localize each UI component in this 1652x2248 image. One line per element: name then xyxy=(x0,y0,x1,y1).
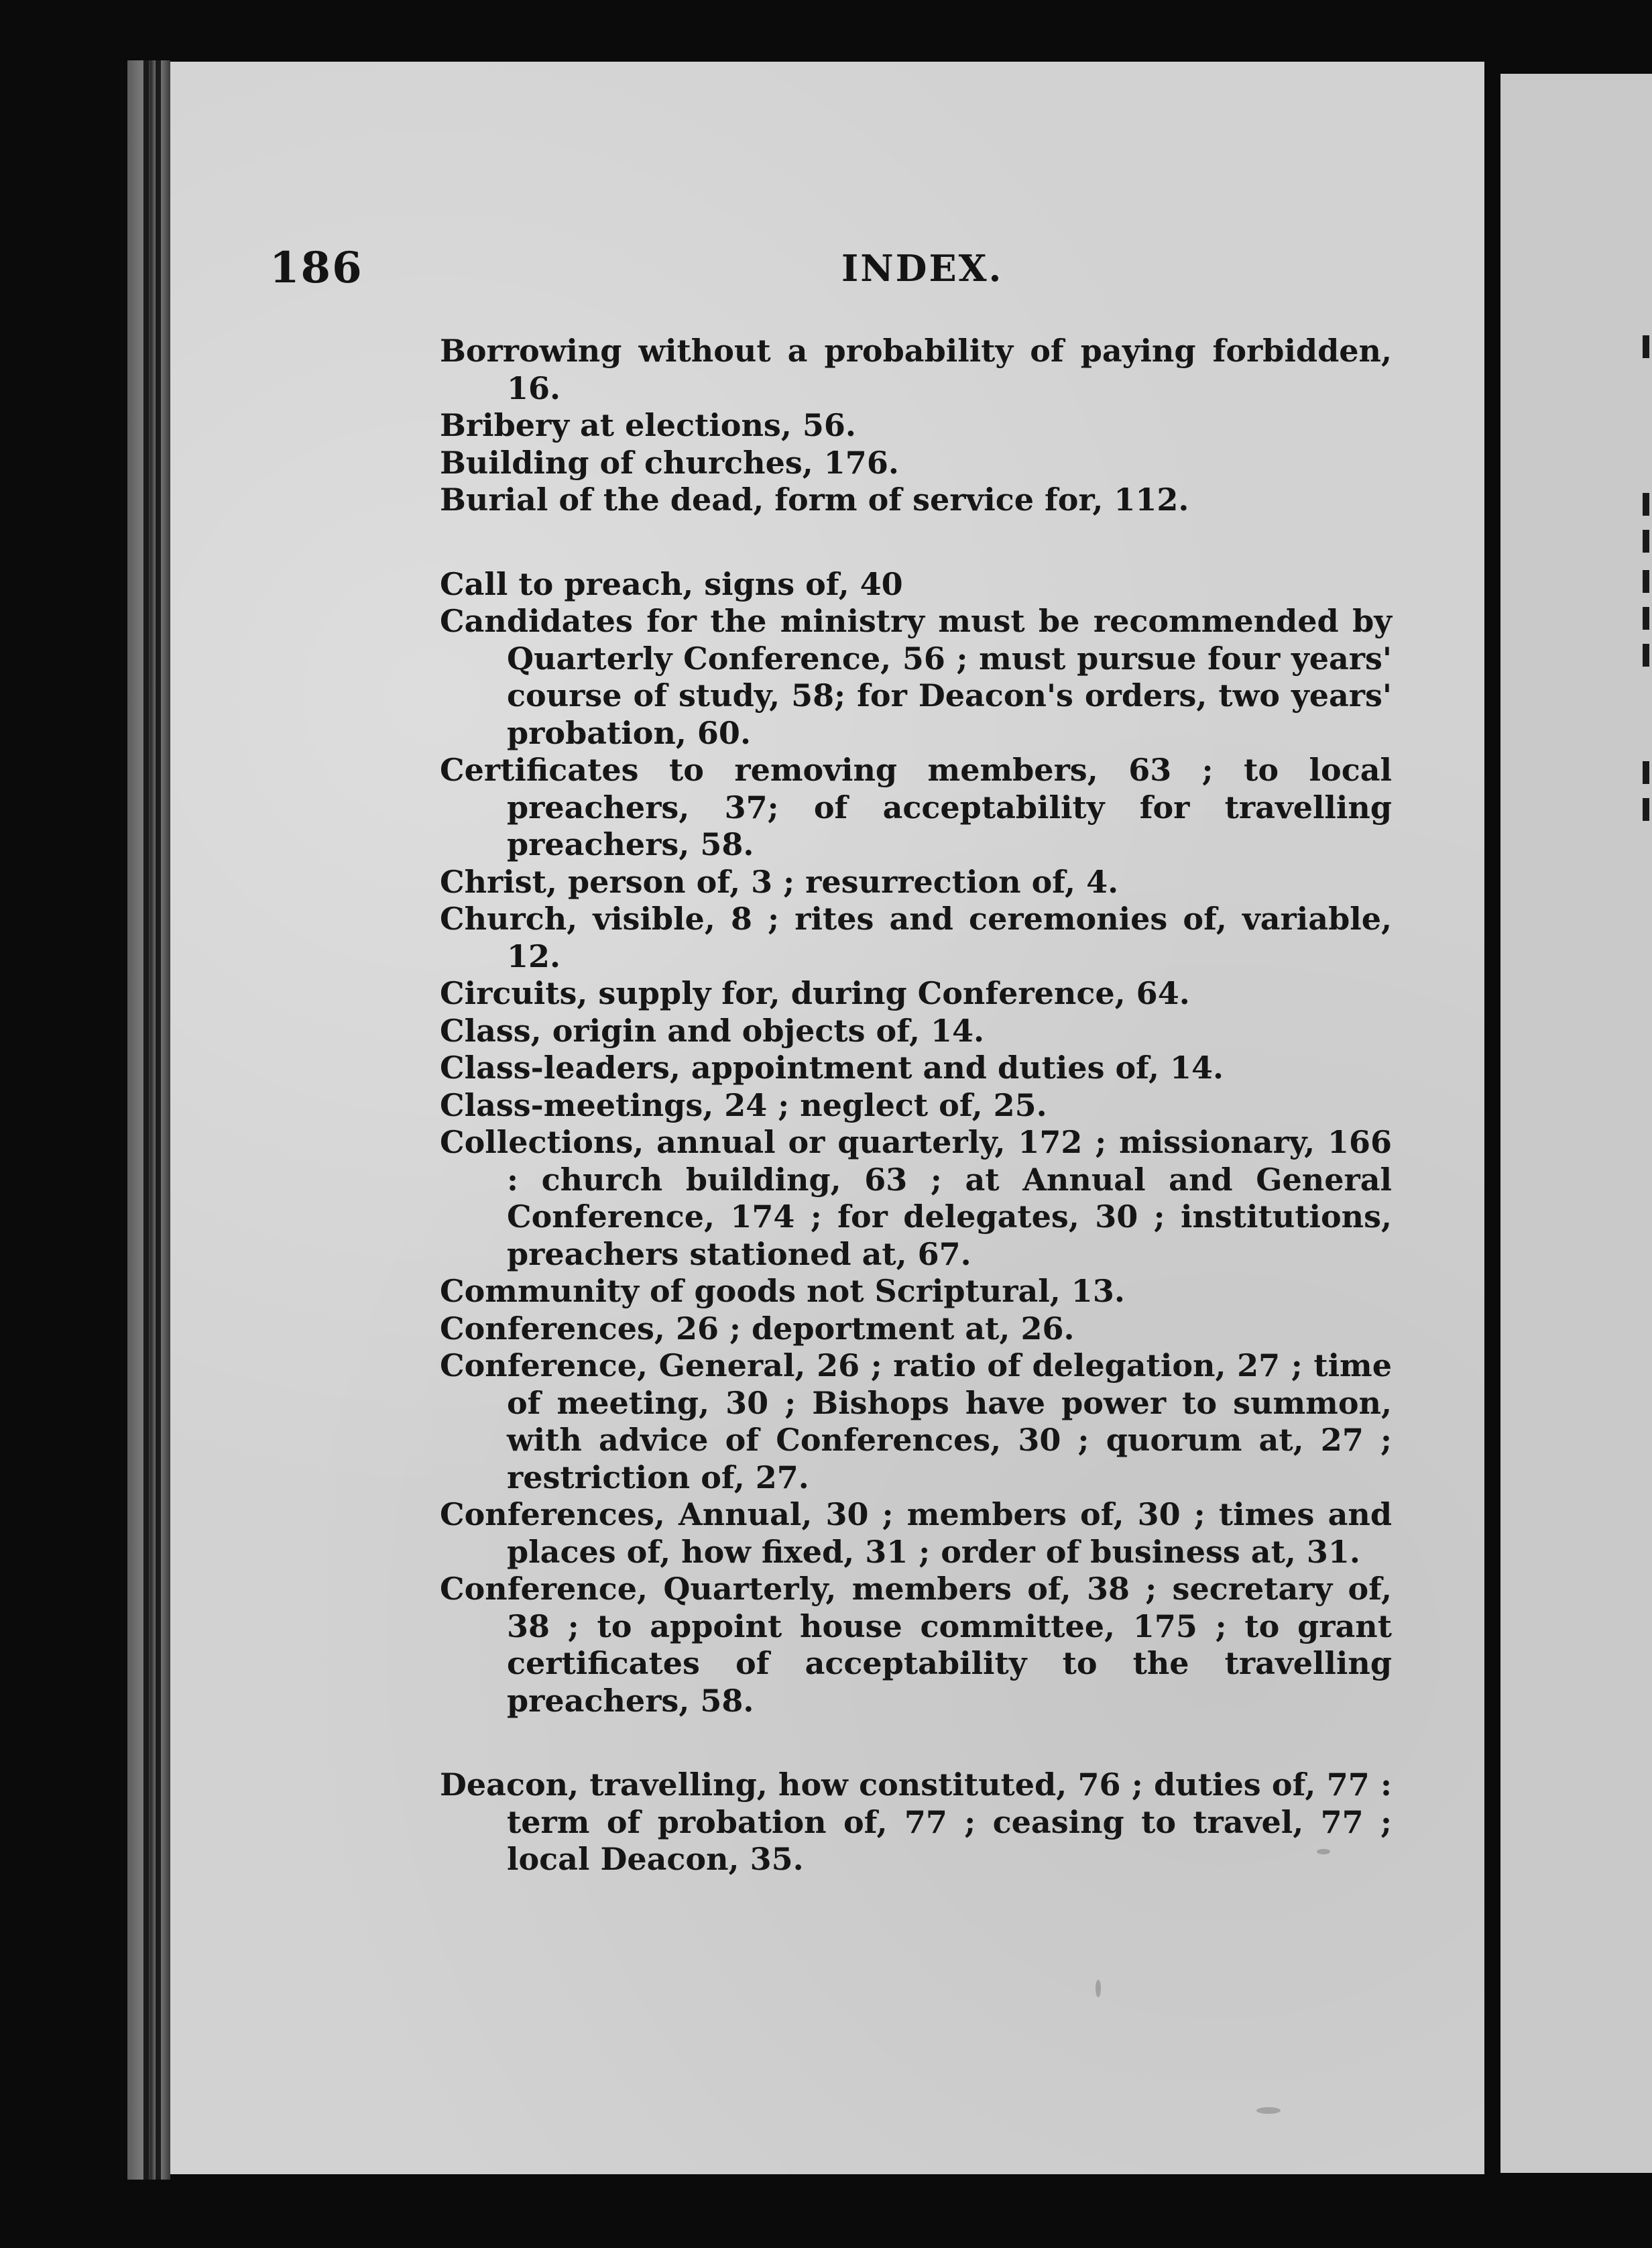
facing-page-text-fragment xyxy=(1643,761,1649,784)
index-entry: Conferences, Annual, 30 ; members of, 30 ; times and places of, how fixed, 31 ; order of business at, 31. xyxy=(440,1496,1392,1570)
facing-page-text-fragment xyxy=(1643,644,1649,667)
index-entry: Conferences, 26 ; deportment at, 26. xyxy=(440,1310,1075,1347)
binding-rule xyxy=(156,60,161,2180)
section-gap xyxy=(440,1720,1392,1766)
index-entry: Conference, General, 26 ; ratio of delegation, 27 ; time of meeting, 30 ; Bishops have power to summon, with advice of Conferences, 30 ; quorum at, 27 ; restriction of, 27. xyxy=(440,1347,1392,1496)
index-entry: Class-leaders, appointment and duties of, 14. xyxy=(440,1050,1224,1086)
index-entry: Church, visible, 8 ; rites and ceremonies of, variable, 12. xyxy=(440,901,1392,974)
binding-rule xyxy=(143,60,149,2180)
page-number: 186 xyxy=(270,243,363,293)
facing-page-text-fragment xyxy=(1643,570,1649,593)
facing-page-text-fragment xyxy=(1643,493,1649,516)
index-entry: Collections, annual or quarterly, 172 ; missionary, 166 : church building, 63 ; at Annual and General Conference, 174 ; for delegates, 30 ; institutions, preachers stationed at, 67. xyxy=(440,1124,1392,1272)
book-binding xyxy=(127,60,170,2180)
facing-page-text-fragment xyxy=(1643,335,1649,358)
index-entry: Circuits, supply for, during Conference, 64. xyxy=(440,975,1190,1011)
index-entry: Borrowing without a probability of paying forbidden, 16. xyxy=(440,333,1392,406)
index-entry: Christ, person of, 3 ; resurrection of, 4. xyxy=(440,863,1119,900)
running-head: INDEX. xyxy=(841,247,1004,290)
page-header xyxy=(0,243,1652,293)
index-entry: Conference, Quarterly, members of, 38 ; secretary of, 38 ; to appoint house committee, 175 ; to grant certificates of acceptability to the travelling preachers, 58. xyxy=(440,1571,1392,1719)
index-entry: Burial of the dead, form of service for, 112. xyxy=(440,482,1189,518)
print-speck xyxy=(1256,2107,1281,2114)
index-entry: Community of goods not Scriptural, 13. xyxy=(440,1273,1125,1309)
index-entry: Class-meetings, 24 ; neglect of, 25. xyxy=(440,1086,1047,1123)
facing-page-text-fragment xyxy=(1643,798,1649,821)
print-speck xyxy=(1096,1980,1101,1997)
index-entry: Bribery at elections, 56. xyxy=(440,407,856,443)
facing-page-text-fragment xyxy=(1643,607,1649,630)
facing-page-edge xyxy=(1500,74,1652,2173)
index-entry: Certificates to removing members, 63 ; to local preachers, 37; of acceptability for travelling preachers, 58. xyxy=(440,752,1392,862)
section-gap xyxy=(440,519,1392,566)
index-entry: Call to preach, signs of, 40 xyxy=(440,565,903,602)
facing-page-text-fragment xyxy=(1643,530,1649,553)
index-list xyxy=(440,333,1392,1878)
index-entry: Candidates for the ministry must be recommended by Quarterly Conference, 56 ; must pursue four years' course of study, 58; for Deacon's orders, two years' probation, 60. xyxy=(440,603,1392,751)
index-entry: Class, origin and objects of, 14. xyxy=(440,1012,985,1049)
index-entry: Deacon, travelling, how constituted, 76 ; duties of, 77 : term of probation of, 77 ; ceasing to travel, 77 ; local Deacon, 35. xyxy=(440,1766,1392,1877)
index-entry: Building of churches, 176. xyxy=(440,444,899,481)
